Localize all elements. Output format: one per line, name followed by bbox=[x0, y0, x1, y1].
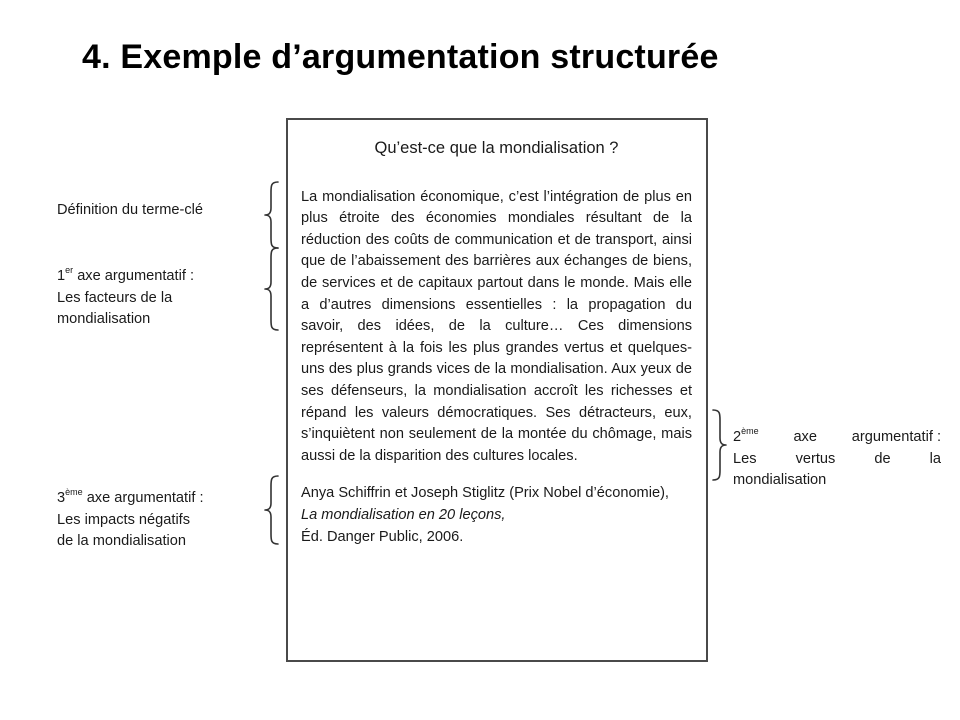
annotation-axis-1-line2: Les facteurs de la bbox=[57, 289, 173, 306]
slide-title: 4. Exemple d’argumentation structurée bbox=[82, 38, 719, 76]
credit-publisher: Éd. Danger Public, 2006. bbox=[301, 528, 464, 545]
annotation-axis-1 bbox=[57, 266, 237, 331]
annotation-axis-1-line1: 1er axe argumentatif : bbox=[57, 265, 195, 284]
annotation-axis-2-line2: Les vertus de la bbox=[733, 450, 941, 467]
source-credit bbox=[301, 483, 692, 548]
annotation-definition: Définition du terme-clé bbox=[57, 202, 204, 218]
text-box-body: La mondialisation économique, c’est l’intégration de plus en plus étroite des économies mondiales résultant de la réduction des coûts de communication et de transport, ainsi que de l’abaissement des barrières aux échanges de biens, de services et de capitaux partout dans le monde. Mais elle a d’autres dimensions essentielles : la propagation du savoir, des idées, de la culture… Ces dimensions représentent à la fois les plus grandes vertus et quelques-uns des plus grands vices de la mondialisation. Aux yeux de ses défenseurs, la mondialisation accroît les richesses et répand les valeurs démocratiques. Ses détracteurs, eux, s’inquiètent non seulement de la montée du chômage, mais aussi de la disparition des cultures locales. bbox=[301, 188, 692, 464]
annotation-axis-3-line1: 3ème axe argumentatif : bbox=[57, 487, 204, 506]
annotation-axis-2-line1: 2ème axe argumentatif : bbox=[733, 426, 941, 445]
annotation-axis-1-line3: mondialisation bbox=[57, 311, 151, 327]
brace-axis-2-icon bbox=[711, 408, 729, 482]
brace-axis-3-icon bbox=[262, 474, 280, 546]
annotation-axis-3-line2: Les impacts négatifs bbox=[57, 511, 191, 528]
credit-authors: Anya Schiffrin et Joseph Stiglitz (Prix Nobel d’économie), bbox=[301, 485, 669, 502]
brace-definition-icon bbox=[262, 180, 280, 250]
annotation-axis-2-line3: mondialisation bbox=[733, 472, 827, 488]
annotation-axis-3-line3: de la mondialisation bbox=[57, 533, 186, 549]
text-box bbox=[286, 118, 708, 662]
annotation-axis-3 bbox=[57, 488, 247, 553]
annotation-axis-2 bbox=[733, 427, 941, 492]
brace-axis-1-icon bbox=[262, 246, 280, 332]
text-box-heading: Qu’est-ce que la mondialisation ? bbox=[374, 139, 619, 157]
credit-book-title: La mondialisation en 20 leçons, bbox=[301, 506, 506, 523]
